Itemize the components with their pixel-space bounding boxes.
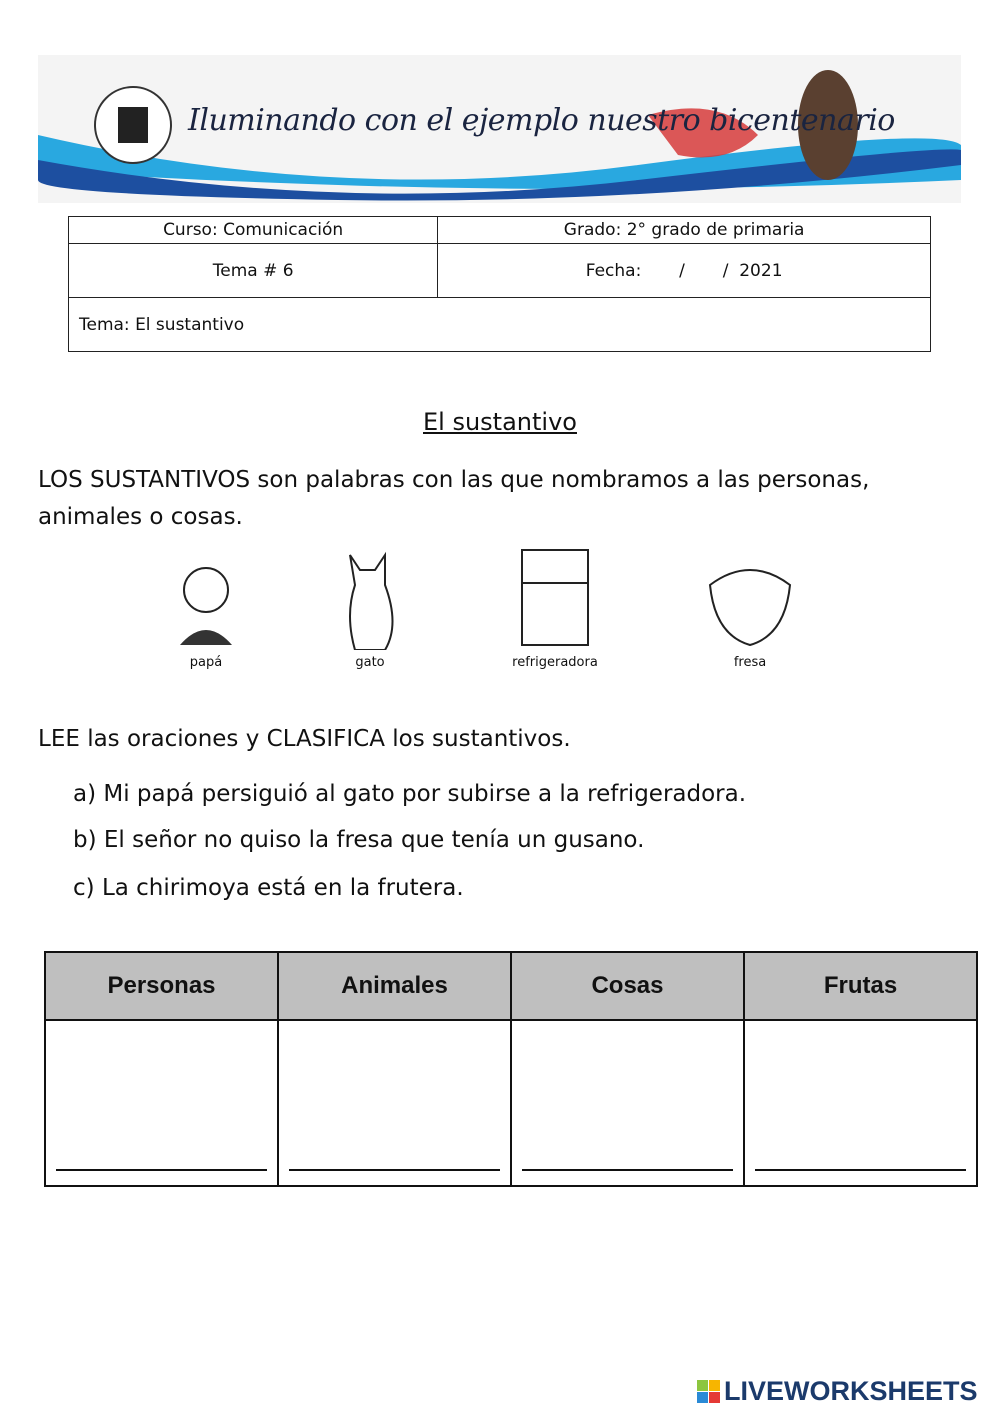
header-frutas: Frutas: [744, 952, 977, 1020]
header-animales: Animales: [278, 952, 511, 1020]
classification-table: [44, 951, 978, 1187]
picture-gato: gato: [330, 545, 410, 670]
course-cell: Curso: Comunicación: [69, 217, 438, 244]
answer-frutas[interactable]: [744, 1020, 977, 1186]
date-cell: Fecha: / / 2021: [438, 244, 931, 298]
sentence-b: b) El señor no quiso la fresa que tenía un gusano.: [73, 827, 645, 853]
liveworksheets-logo: LIVEWORKSHEETS: [697, 1376, 978, 1407]
header-cosas: Cosas: [511, 952, 744, 1020]
sentence-c: c) La chirimoya está en la frutera.: [73, 875, 464, 901]
page-title: El sustantivo: [423, 408, 577, 436]
sentence-a: a) Mi papá persiguió al gato por subirse a la refrigeradora.: [73, 781, 747, 807]
picture-refrigeradora: refrigeradora: [505, 545, 605, 670]
picture-papa: papá: [175, 545, 237, 670]
header-banner: [38, 55, 961, 203]
picture-strip: [175, 545, 820, 670]
instruction-text: LEE las oraciones y CLASIFICA los sustantivos.: [38, 726, 571, 752]
topic-number-cell: Tema # 6: [69, 244, 438, 298]
topic-cell: Tema: El sustantivo: [69, 298, 931, 352]
definition-text: LOS SUSTANTIVOS son palabras con las que nombramos a las personas, animales o cosas.: [38, 467, 870, 530]
info-table: [68, 216, 931, 352]
answer-animales[interactable]: [278, 1020, 511, 1186]
header-personas: Personas: [45, 952, 278, 1020]
picture-fresa: fresa: [695, 545, 805, 670]
live-blocks-icon: [697, 1380, 720, 1403]
answer-personas[interactable]: [45, 1020, 278, 1186]
grade-cell: Grado: 2° grado de primaria: [438, 217, 931, 244]
answer-cosas[interactable]: [511, 1020, 744, 1186]
banner-slogan: Iluminando con el ejemplo nuestro bicentenario: [188, 103, 895, 138]
